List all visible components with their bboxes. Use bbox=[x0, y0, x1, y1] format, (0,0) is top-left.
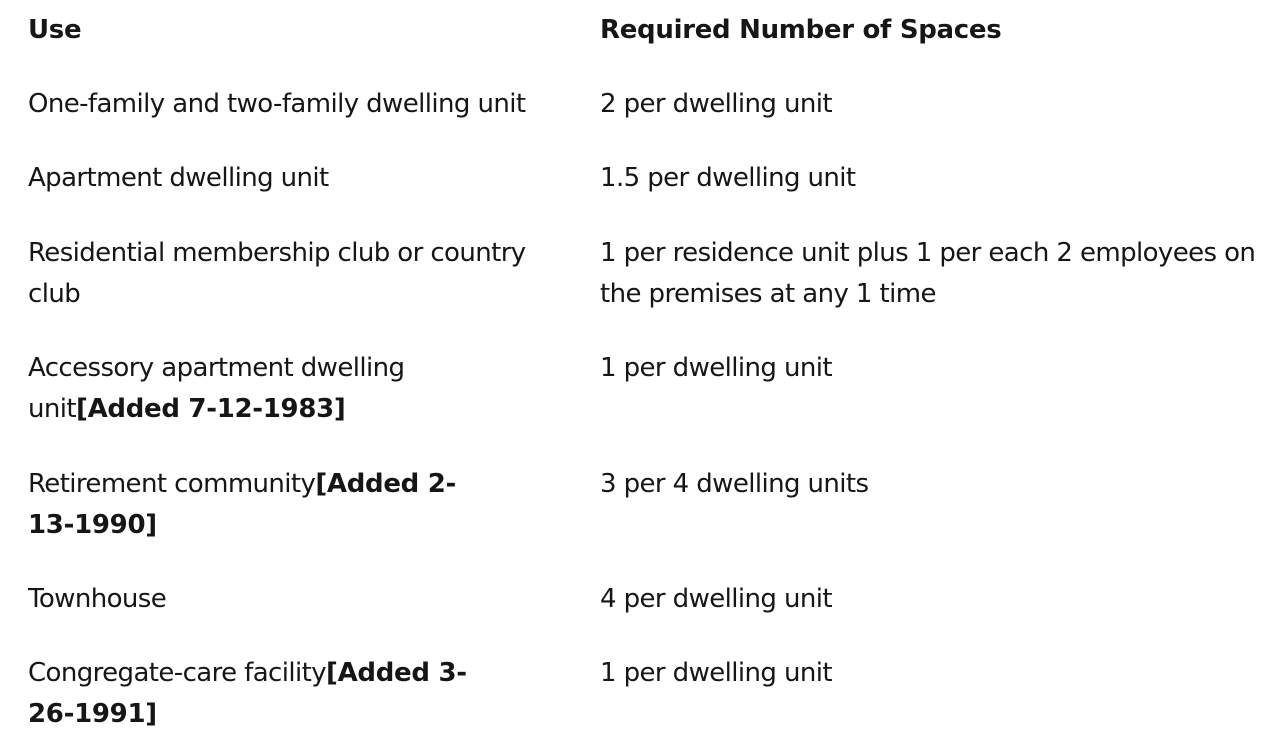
amendment-note: [Added 2-13-1990] bbox=[28, 469, 457, 540]
use-text: Retirement community bbox=[28, 469, 316, 499]
required-spaces-cell: 1 per dwelling unit bbox=[600, 353, 832, 383]
amendment-note: [Added 7-12-1983] bbox=[75, 394, 346, 424]
use-cell bbox=[28, 158, 568, 199]
column-header-required-spaces: Required Number of Spaces bbox=[600, 15, 1002, 45]
use-text: Accessory apartment dwelling unit bbox=[28, 353, 405, 424]
use-text: One-family and two-family dwelling unit bbox=[28, 89, 526, 119]
use-text: Apartment dwelling unit bbox=[28, 163, 329, 193]
use-cell bbox=[28, 653, 468, 735]
use-text: Congregate-care facility bbox=[28, 658, 327, 688]
required-spaces-cell: 4 per dwelling unit bbox=[600, 584, 832, 614]
required-spaces-cell: 1 per residence unit plus 1 per each 2 employees on the premises at any 1 time bbox=[600, 238, 1256, 309]
use-text: Townhouse bbox=[28, 584, 167, 614]
use-cell bbox=[28, 84, 568, 125]
use-text: Residential membership club or country club bbox=[28, 238, 526, 309]
use-cell bbox=[28, 233, 558, 315]
required-spaces-cell: 2 per dwelling unit bbox=[600, 89, 832, 119]
column-header-use: Use bbox=[28, 15, 82, 45]
use-cell bbox=[28, 579, 568, 620]
amendment-note: [Added 3-26-1991] bbox=[28, 658, 467, 729]
use-cell bbox=[28, 464, 468, 546]
required-spaces-cell: 1.5 per dwelling unit bbox=[600, 163, 856, 193]
required-spaces-cell: 3 per 4 dwelling units bbox=[600, 469, 869, 499]
use-cell bbox=[28, 348, 448, 430]
required-spaces-cell: 1 per dwelling unit bbox=[600, 658, 832, 688]
